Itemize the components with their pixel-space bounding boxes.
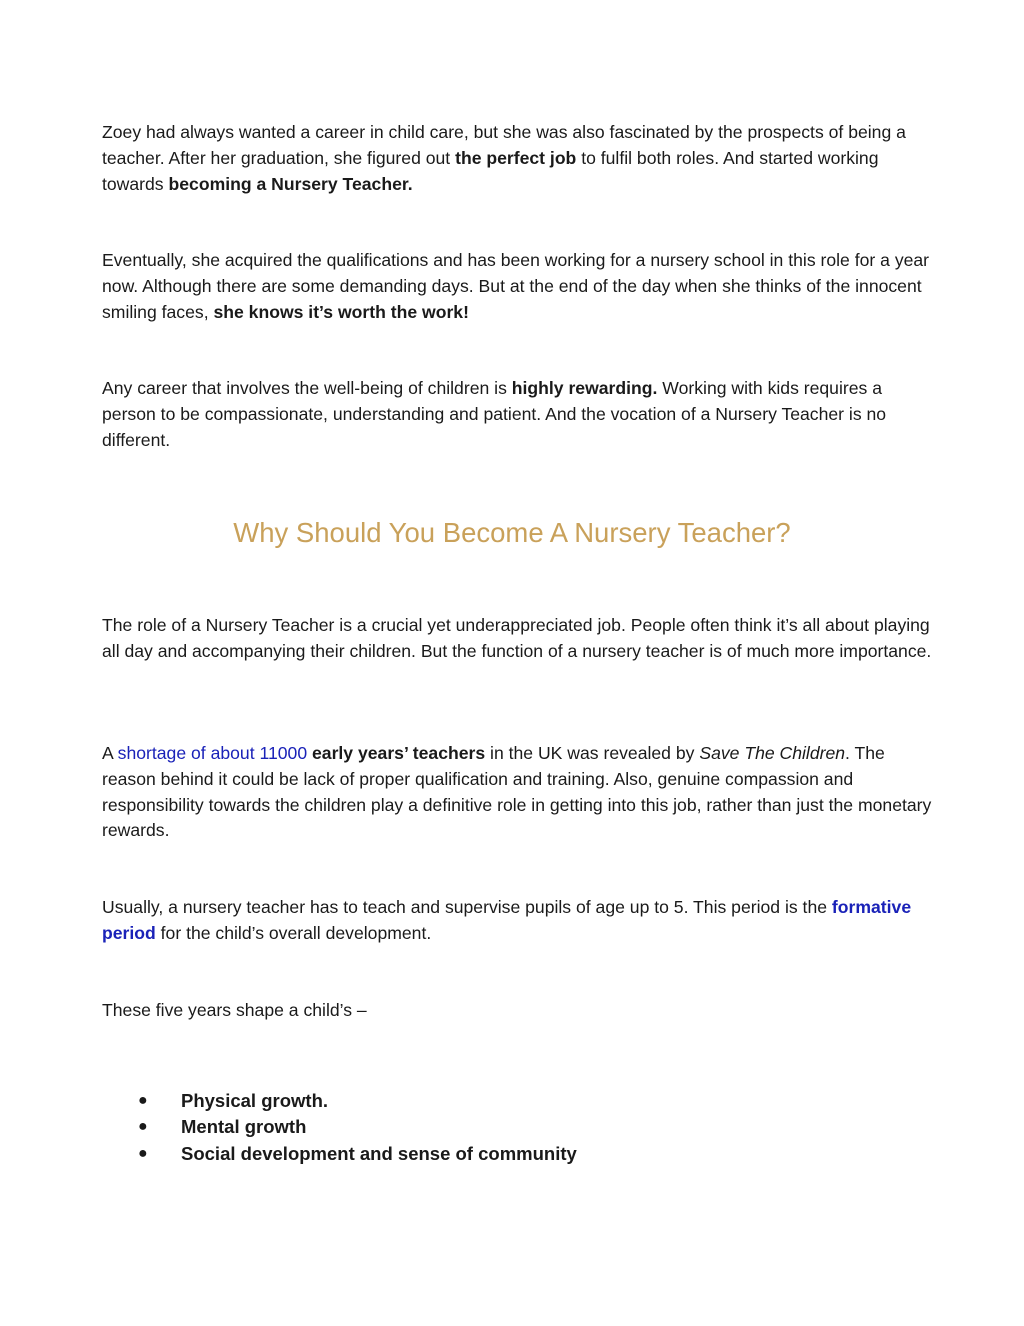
bullet-icon: ● (138, 1092, 148, 1109)
text: These five years shape a child’s – (102, 1000, 367, 1020)
list-item (138, 1114, 577, 1140)
section-heading: Why Should You Become A Nursery Teacher? (233, 517, 791, 548)
text: Working with kids requires a person to be compassionate, understanding and patient. And the vocation of a Nursery Teacher is no different. (102, 378, 887, 450)
text: Eventually, she acquired the qualifications and has been working for a nursery school in this role for a year now. Although there are some demanding days. But at the end of the day when she thinks of the innocent smiling faces, (102, 250, 930, 322)
text: Any career that involves the well-being of children is (102, 378, 512, 398)
text: for the child’s overall development. (155, 922, 432, 943)
list-item-text: Social development and sense of community (181, 1142, 577, 1164)
bold-text: highly rewarding. (511, 378, 658, 398)
career-paragraph (102, 376, 932, 453)
text: Zoey had always wanted a career in child care, but she was also fascinated by the prospects of being a teacher. After her graduation, she figured out (102, 122, 906, 168)
five-years-paragraph (102, 998, 932, 1024)
role-paragraph (102, 613, 932, 665)
shortage-paragraph (102, 741, 932, 844)
text: . The reason behind it could be lack of proper qualification and training. Also, genuine compassion and responsibility towards the children play a definitive role in getting into this job, rather than just the monetary rewards. (102, 743, 932, 841)
text: in the UK was revealed by (485, 743, 700, 763)
list-item (138, 1088, 577, 1114)
text: A (102, 743, 118, 763)
qualifications-paragraph (102, 248, 932, 325)
bold-text: she knows it’s worth the work! (213, 301, 469, 322)
formative-period-link[interactable]: formative period (102, 897, 912, 943)
list-item-text: Mental growth (181, 1116, 307, 1138)
intro-paragraph (102, 120, 932, 197)
bullet-icon: ● (138, 1118, 148, 1136)
text: Usually, a nursery teacher has to teach and supervise pupils of age up to 5. This period is the (102, 897, 832, 917)
text: to fulfil both roles. And started working towards (102, 147, 879, 194)
bold-text: the perfect job (455, 147, 577, 168)
growth-list (138, 1088, 577, 1167)
formative-paragraph (102, 895, 932, 947)
bullet-icon: ● (138, 1144, 148, 1162)
bold-text: becoming a Nursery Teacher. (168, 173, 413, 194)
list-item-text: Physical growth. (181, 1090, 329, 1111)
shortage-link[interactable]: shortage of about 11000 (117, 743, 308, 763)
text: The role of a Nursery Teacher is a crucial yet underappreciated job. People often think it’s all about playing all day and accompanying their children. But the function of a nursery teacher is of much more importance. (102, 615, 932, 661)
bold-text: early years’ teachers (312, 743, 486, 763)
list-item (138, 1141, 577, 1167)
italic-text: Save The Children (699, 743, 846, 763)
